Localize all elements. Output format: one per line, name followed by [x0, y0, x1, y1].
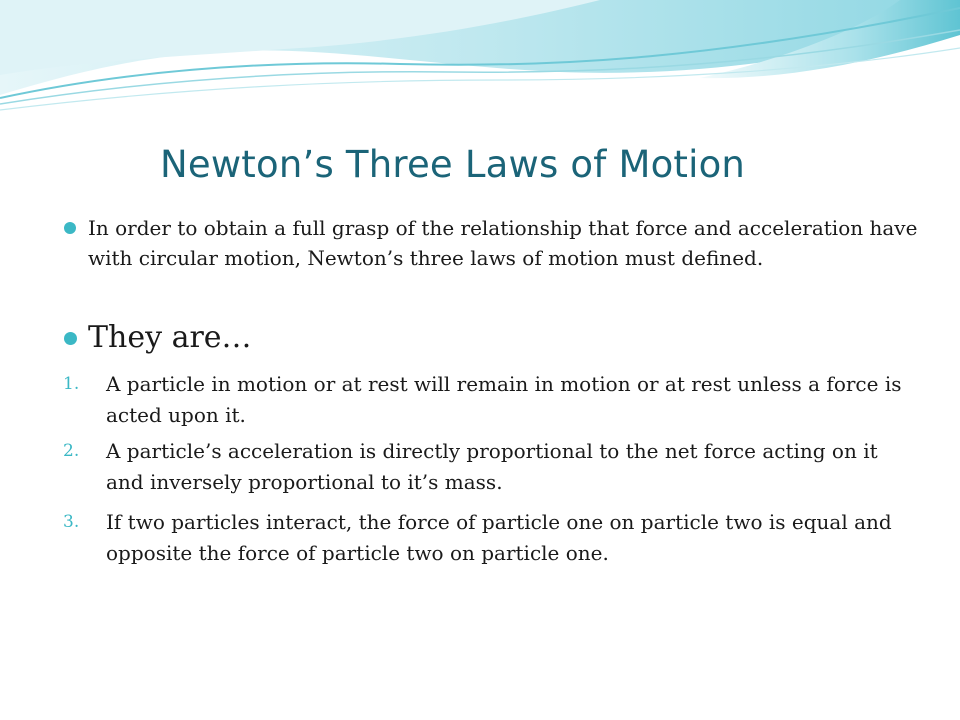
slide-title: Newton’s Three Laws of Motion	[160, 143, 746, 186]
list-number: 3.	[63, 512, 80, 532]
subheading: They are…	[88, 320, 252, 355]
law-text: A particle’s acceleration is directly proportional to the net force acting on it and inversely proportional to it’s mass.	[106, 439, 878, 494]
intro-paragraph: In order to obtain a full grasp of the relationship that force and acceleration have with circular motion, Newton’s three laws of motion must defined.	[88, 216, 918, 270]
list-number: 1.	[63, 374, 80, 394]
bullet-icon	[64, 332, 77, 345]
law-text: A particle in motion or at rest will remain in motion or at rest unless a force is acted upon it.	[106, 372, 902, 427]
law-text: If two particles interact, the force of particle one on particle two is equal and opposite the force of particle two on particle one.	[106, 510, 892, 565]
wave-decoration	[0, 0, 960, 130]
list-number: 2.	[63, 441, 80, 461]
bullet-icon	[64, 222, 76, 234]
